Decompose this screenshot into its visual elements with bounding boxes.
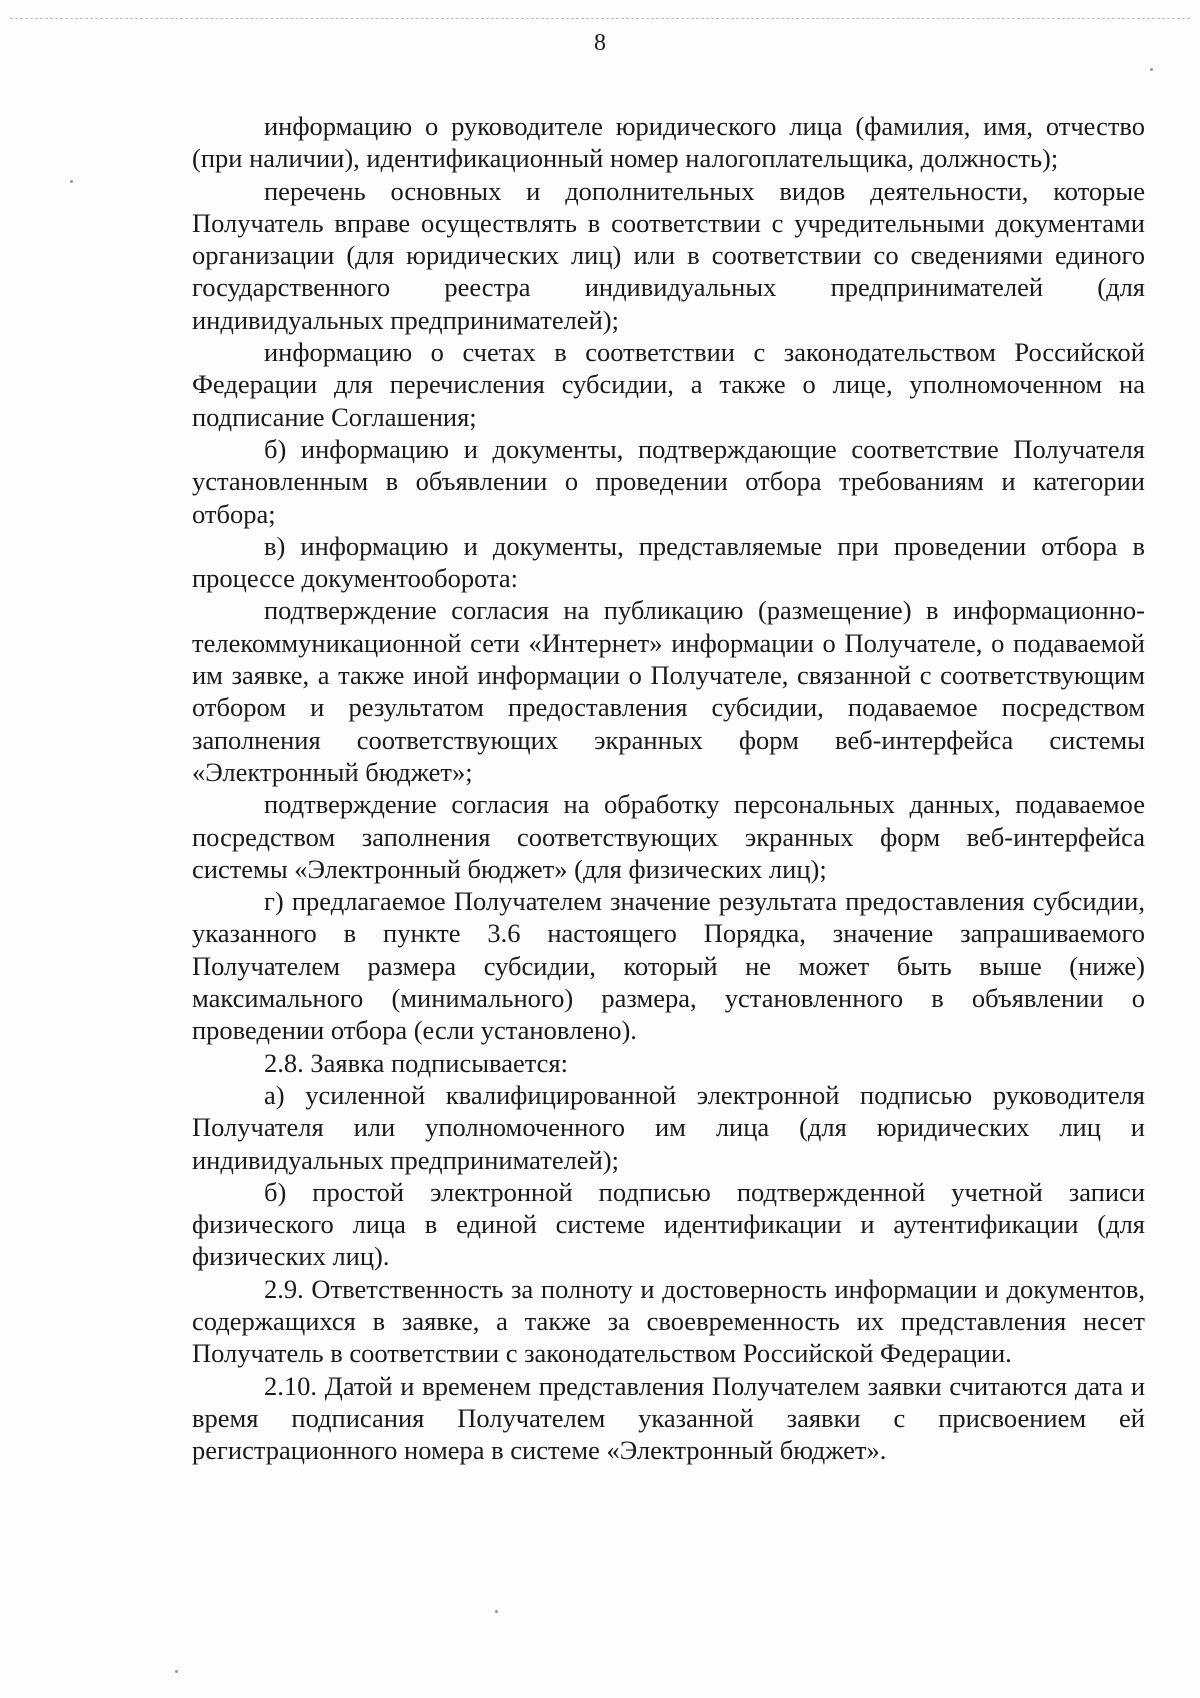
scan-speck [1150, 68, 1153, 71]
scan-speck [70, 180, 73, 183]
paragraph-item-g: г) предлагаемое Получателем значение результата предоставления субсидии, указанного в пункте 3.6 настоящего Порядка, значение запрашиваемого Получателем размера субсидии, который не может быть выше (ниже) максимального (минимального) размера, установленного в объявлении о проведении отбора (если установлено). [192, 886, 1145, 1046]
paragraph-item-b: б) информацию и документы, подтверждающие соответствие Получателя установленным в объявлении о проведении отбора требованиям и категории отбора; [192, 433, 1145, 529]
paragraph-personal-data-consent: подтверждение согласия на обработку персональных данных, подаваемое посредством заполнения соответствующих экранных форм веб-интерфейса системы «Электронный бюджет» (для физических лиц); [192, 789, 1145, 884]
page-number: 8 [594, 30, 606, 56]
paragraph-2-8: 2.8. Заявка подписывается: [264, 1047, 568, 1078]
paragraph-item-v: в) информацию и документы, представляемые при проведении отбора в процессе документооборота: [192, 530, 1145, 594]
scan-speck [495, 1610, 498, 1613]
paragraph-head-info: информацию о руководителе юридического лица (фамилия, имя, отчество (при наличии), идентификационный номер налогоплательщика, должность); [192, 111, 1145, 174]
paragraph-2-9: 2.9. Ответственность за полноту и достоверность информации и документов, содержащихся в заявке, а также за своевременность их представления несет Получатель в соответствии с законодательством Российской Федерации. [192, 1273, 1145, 1369]
scan-speck [175, 1670, 178, 1673]
paragraph-2-8-a: а) усиленной квалифицированной электронной подписью руководителя Получателя или уполномоченного им лица (для юридических лиц и индивидуальных предпринимателей); [192, 1079, 1145, 1175]
paragraph-accounts: информацию о счетах в соответствии с законодательством Российской Федерации для перечисления субсидии, а также о лице, уполномоченном на подписание Соглашения; [192, 337, 1145, 432]
paragraph-publication-consent: подтверждение согласия на публикацию (размещение) в информационно-телекоммуникационной сети «Интернет» информации о Получателе, о подаваемой им заявке, а также иной информации о Получателе, связанной с соответствующим отбором и результатом предоставления субсидии, подаваемое посредством заполнения соответствующих экранных форм веб-интерфейса системы «Электронный бюджет»; [192, 595, 1145, 787]
paragraph-2-10: 2.10. Датой и временем представления Получателем заявки считаются дата и время подписания Получателем указанной заявки с присвоением ей регистрационного номера в системе «Электронный бюджет». [192, 1370, 1145, 1466]
document-body [192, 110, 1145, 1466]
paragraph-activities: перечень основных и дополнительных видов деятельности, которые Получатель вправе осуществлять в соответствии с учредительными документами организации (для юридических лиц) или в соответствии со сведениями единого государственного реестра индивидуальных предпринимателей (для индивидуальных предпринимателей); [192, 175, 1145, 335]
paragraph-2-8-b: б) простой электронной подписью подтвержденной учетной записи физического лица в единой системе идентификации и аутентификации (для физических лиц). [192, 1176, 1145, 1272]
scan-edge-line [10, 18, 1190, 19]
